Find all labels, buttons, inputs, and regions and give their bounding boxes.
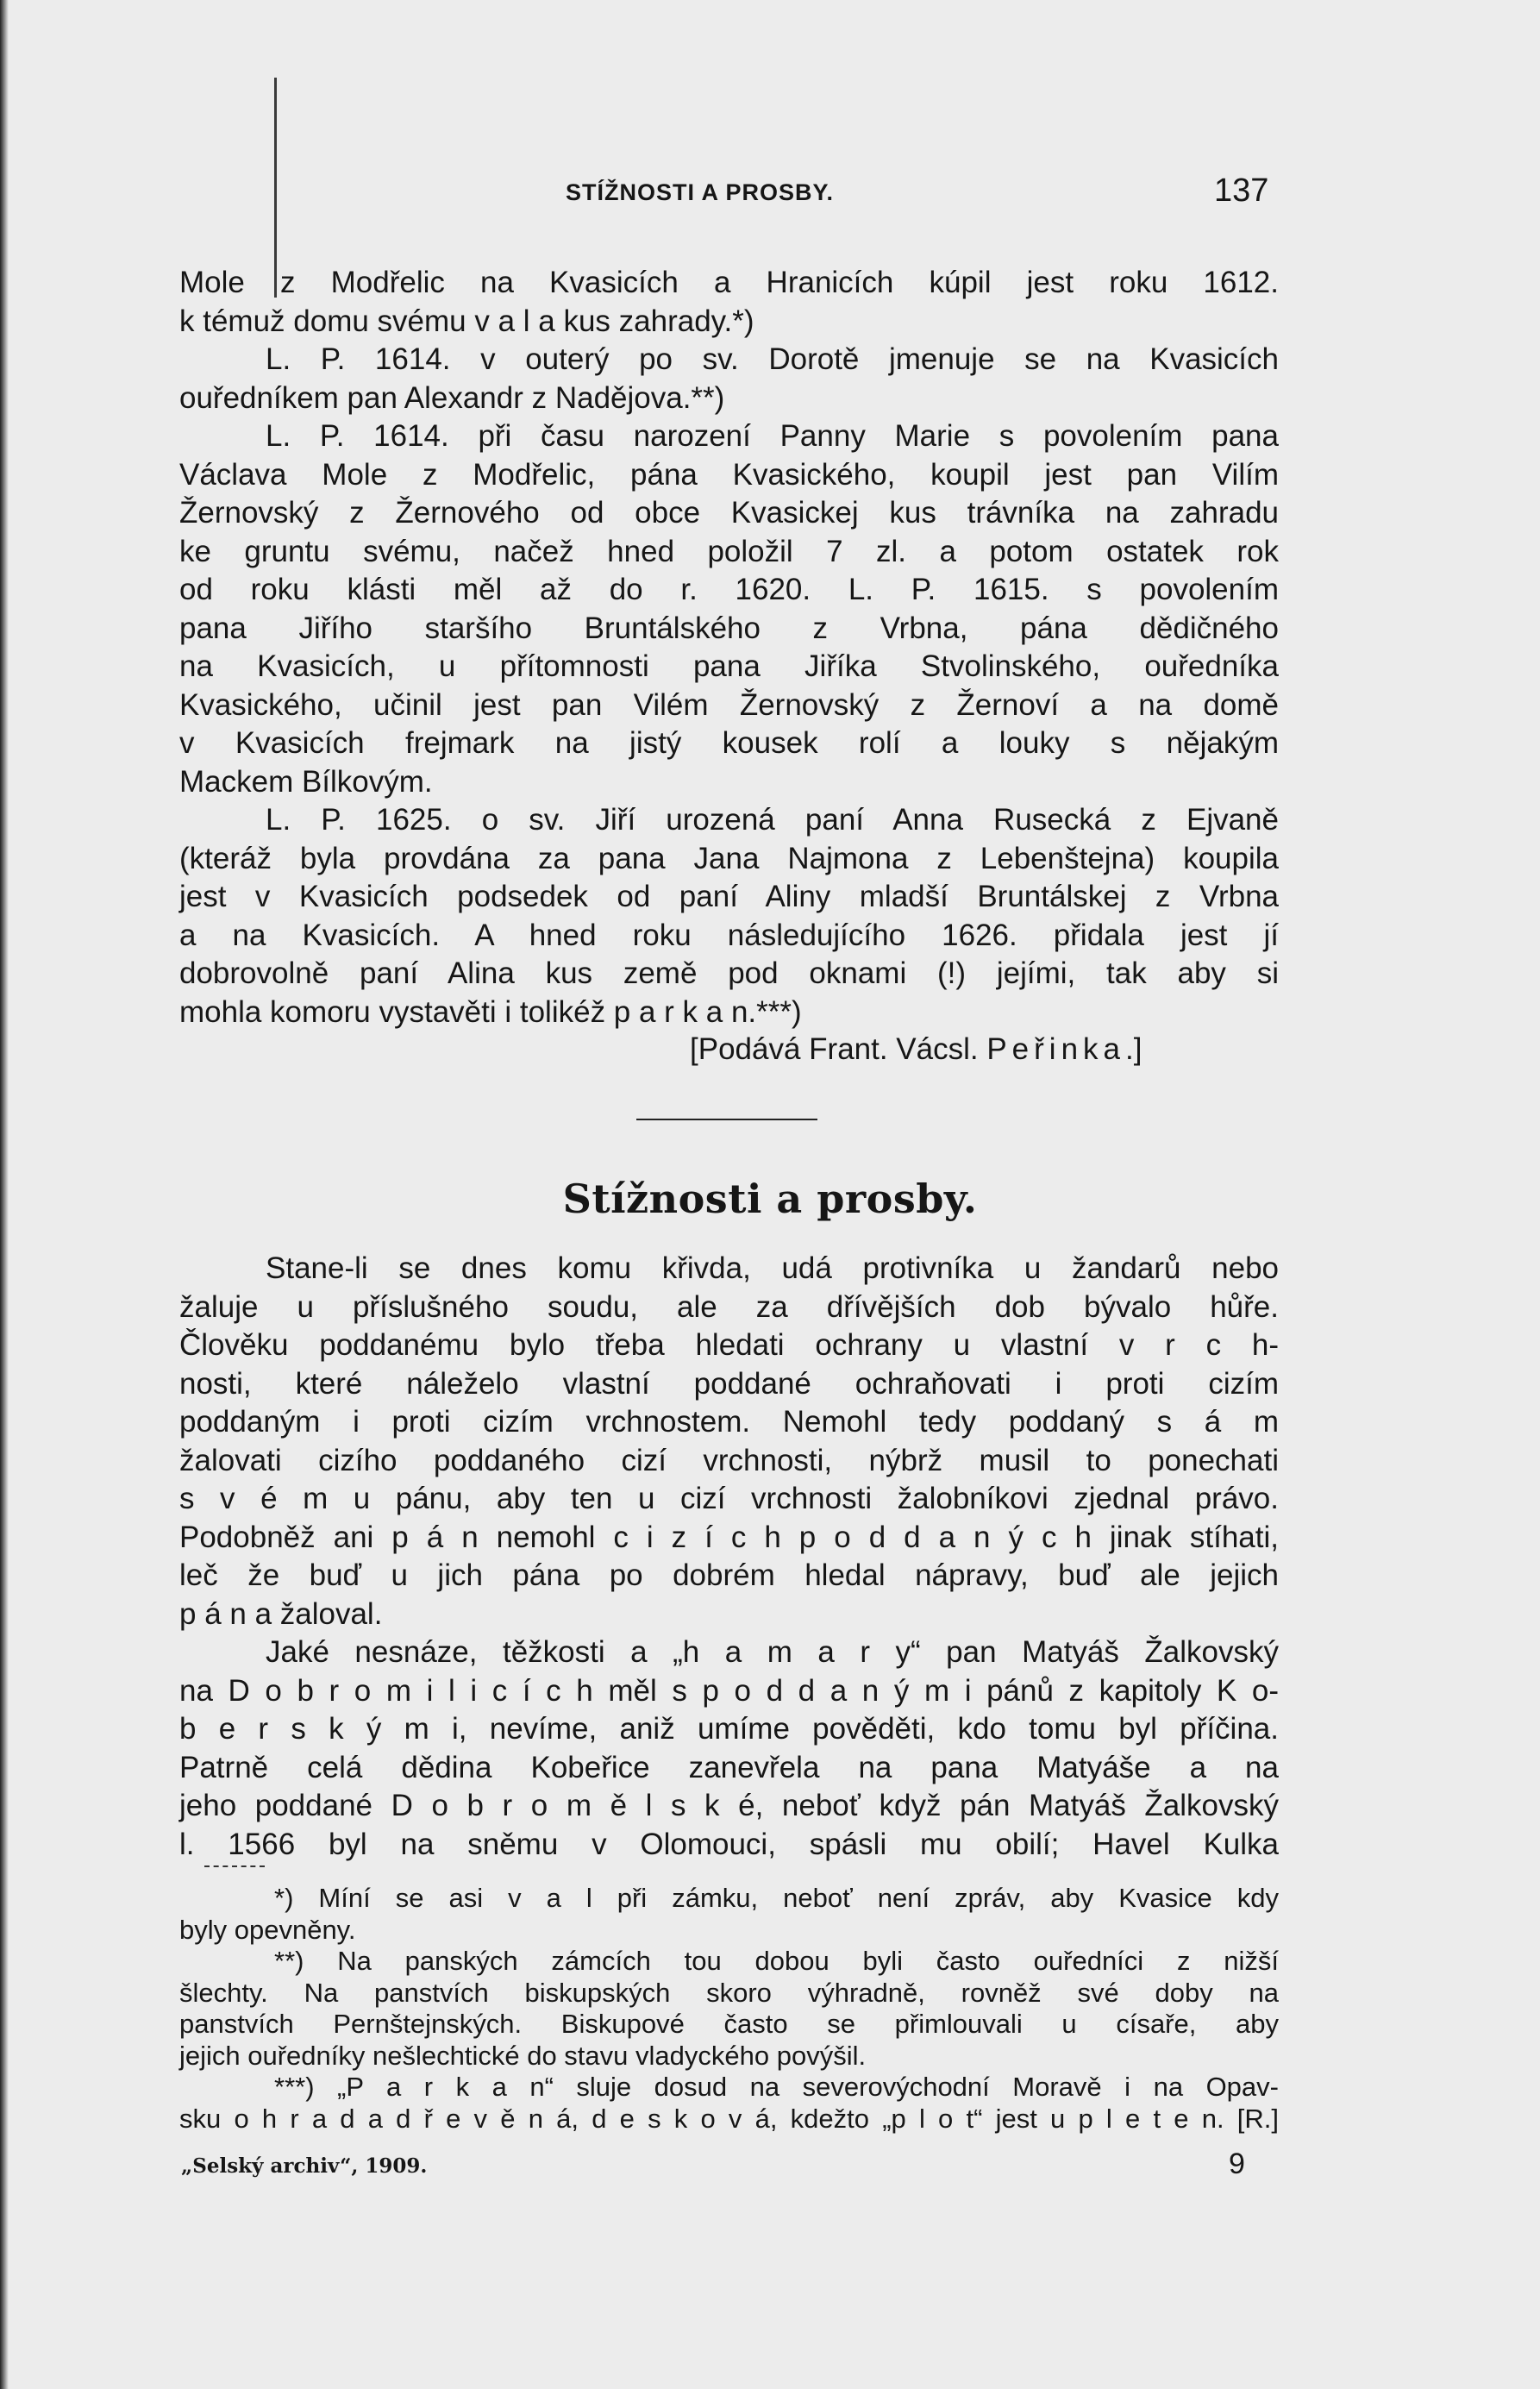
text-line: a na Kvasicích. A hned roku následujícího 1626. přidala jest jí [179, 918, 1279, 952]
text-line: Mackem Bílkovým. [179, 764, 433, 799]
top-text-block [179, 264, 1279, 1031]
text-line: jeho poddané D o b r o m ě l s k é, neboť když pán Matyáš Žalkovský [179, 1789, 1279, 1822]
text-line: mohla komoru vystavěti i tolikéž p a r k a n.***) [179, 994, 802, 1029]
section-text-block [179, 1250, 1279, 1864]
header-title: STÍŽNOSTI A PROSBY. [566, 179, 835, 205]
text-line: Žernovský z Žernového od obce Kvasickej kus trávníka na zahradu [179, 496, 1279, 530]
text-line: poddaným i proti cizím vrchnostem. Nemohl tedy poddaný s á m [179, 1405, 1279, 1439]
text-line: žalovati cizího poddaného cizí vrchnosti, nýbrž musil to ponechati [179, 1443, 1279, 1477]
text-line: (kteráž byla provdána za pana Jana Najmona z Lebenštejna) koupila [179, 841, 1279, 875]
page-number: 137 [1214, 172, 1269, 209]
text-line: s v é m u pánu, aby ten u cizí vrchnosti žalobníkovi zjednal právo. [179, 1482, 1279, 1515]
text-line: leč že buď u jich pána po dobrém hledal nápravy, buď ale jejich [179, 1558, 1279, 1592]
footnote-line: **) Na panských zámcích tou dobou byli často ouředníci z nižší [274, 1946, 1279, 1976]
attribution-author: Peřinka [986, 1032, 1125, 1066]
text-line: Mole z Modřelic na Kvasicích a Hranicích kúpil jest roku 1612. [179, 266, 1279, 299]
text-line: pana Jiřího staršího Bruntálského z Vrbna, pána dědičného [179, 611, 1279, 645]
section-title: Stížnosti a prosby. [562, 1176, 978, 1222]
text-line: Stane-li se dnes komu křivda, udá protivníka u žandarů nebo [266, 1251, 1279, 1285]
text-line: b e r s k ý m i, nevíme, aniž umíme pověděti, kdo tomu byl příčina. [179, 1712, 1279, 1746]
text-line: jest v Kvasicích podsedek od paní Aliny mladší Bruntálskej z Vrbna [179, 880, 1279, 913]
text-line: L. P. 1614. v outerý po sv. Dorotě jmenuje se na Kvasicích [266, 342, 1279, 376]
text-line: na D o b r o m i l i c í c h měl s p o d d a n ý m i pánů z kapitoly K o- [179, 1673, 1279, 1708]
footnote-line: byly opevněny. [179, 1914, 356, 1945]
footnote-line: jejich ouředníky nešlechtické do stavu vladyckého povýšil. [179, 2040, 867, 2071]
text-line: Patrně celá dědina Kobeřice zanevřela na pana Matyáše a na [179, 1750, 1279, 1784]
text-line: Člověku poddanému bylo třeba hledati ochrany u vlastní v r c h- [179, 1328, 1279, 1362]
text-line: p á n a žaloval. [179, 1596, 383, 1631]
text-line: žaluje u příslušného soudu, ale za dřívějších dob bývalo hůře. [179, 1289, 1279, 1324]
text-line: k témuž domu svému v a l a kus zahrady.*) [179, 304, 754, 338]
text-line: L. P. 1625. o sv. Jiří urozená paní Anna Rusecká z Ejvaně [266, 803, 1279, 837]
text-line: dobrovolně paní Alina kus země pod oknami (!) jejími, tak aby si [179, 956, 1279, 990]
text-line: L. P. 1614. při času narození Panny Marie s povolením pana [266, 419, 1279, 453]
text-line: nosti, které náleželo vlastní poddané ochraňovati i proti cizím [179, 1366, 1279, 1401]
signature-mark: 9 [1229, 2148, 1245, 2180]
text-line: od roku klásti měl až do r. 1620. L. P. 1615. s povolením [179, 573, 1279, 606]
text-line: v Kvasicích frejmark na jistý kousek rolí a louky s nějakým [179, 726, 1279, 760]
attribution-suffix: .] [1125, 1032, 1142, 1066]
text-line: Václava Mole z Modřelic, pána Kvasického, koupil jest pan Vilím [179, 457, 1279, 492]
journal-label: „Selský archiv“, 1909. [181, 2154, 428, 2178]
footnote-divider [204, 1865, 265, 1867]
footnote-line: šlechty. Na panstvích biskupských skoro výhradně, rovněž své doby na [179, 1977, 1279, 2008]
footnote-line: ***) „P a r k a n“ sluje dosud na severovýchodní Moravě i na Opav- [274, 2072, 1279, 2102]
footnote-line: *) Míní se asi v a l při zámku, neboť není zpráv, aby Kvasice kdy [274, 1883, 1279, 1913]
text-line: Podobněž ani p á n nemohl c i z í c h p o d d a n ý c h jinak stíhati, [179, 1520, 1279, 1554]
attribution [690, 1032, 1142, 1067]
text-line: l. 1566 byl na sněmu v Olomouci, spásli mu obilí; Havel Kulka [179, 1827, 1279, 1861]
section-divider [636, 1119, 817, 1120]
text-line: ke gruntu svému, načež hned položil 7 zl. a potom ostatek rok [179, 534, 1279, 568]
attribution-prefix: [Podává Frant. Vácsl. [690, 1032, 987, 1066]
text-line: Jaké nesnáze, těžkosti a „h a m a r y“ pan Matyáš Žalkovský [266, 1635, 1279, 1669]
text-line: na Kvasicích, u přítomnosti pana Jiříka Stvolinského, ouředníka [179, 649, 1279, 683]
text-line: ouředníkem pan Alexandr z Nadějova.**) [179, 380, 725, 415]
footnote-line: sku o h r a d a d ř e v ě n á, d e s k o v á, kdežto „p l o t“ jest u p l e t e n. [R.] [179, 2103, 1279, 2134]
footnotes [179, 1883, 1279, 2135]
text-line: Kvasického, učinil jest pan Vilém Žernovský z Žernoví a na domě [179, 687, 1279, 722]
running-header [0, 171, 1540, 214]
footnote-line: panstvích Pernštejnských. Biskupové často se přimlouvali u císaře, aby [179, 2009, 1279, 2039]
